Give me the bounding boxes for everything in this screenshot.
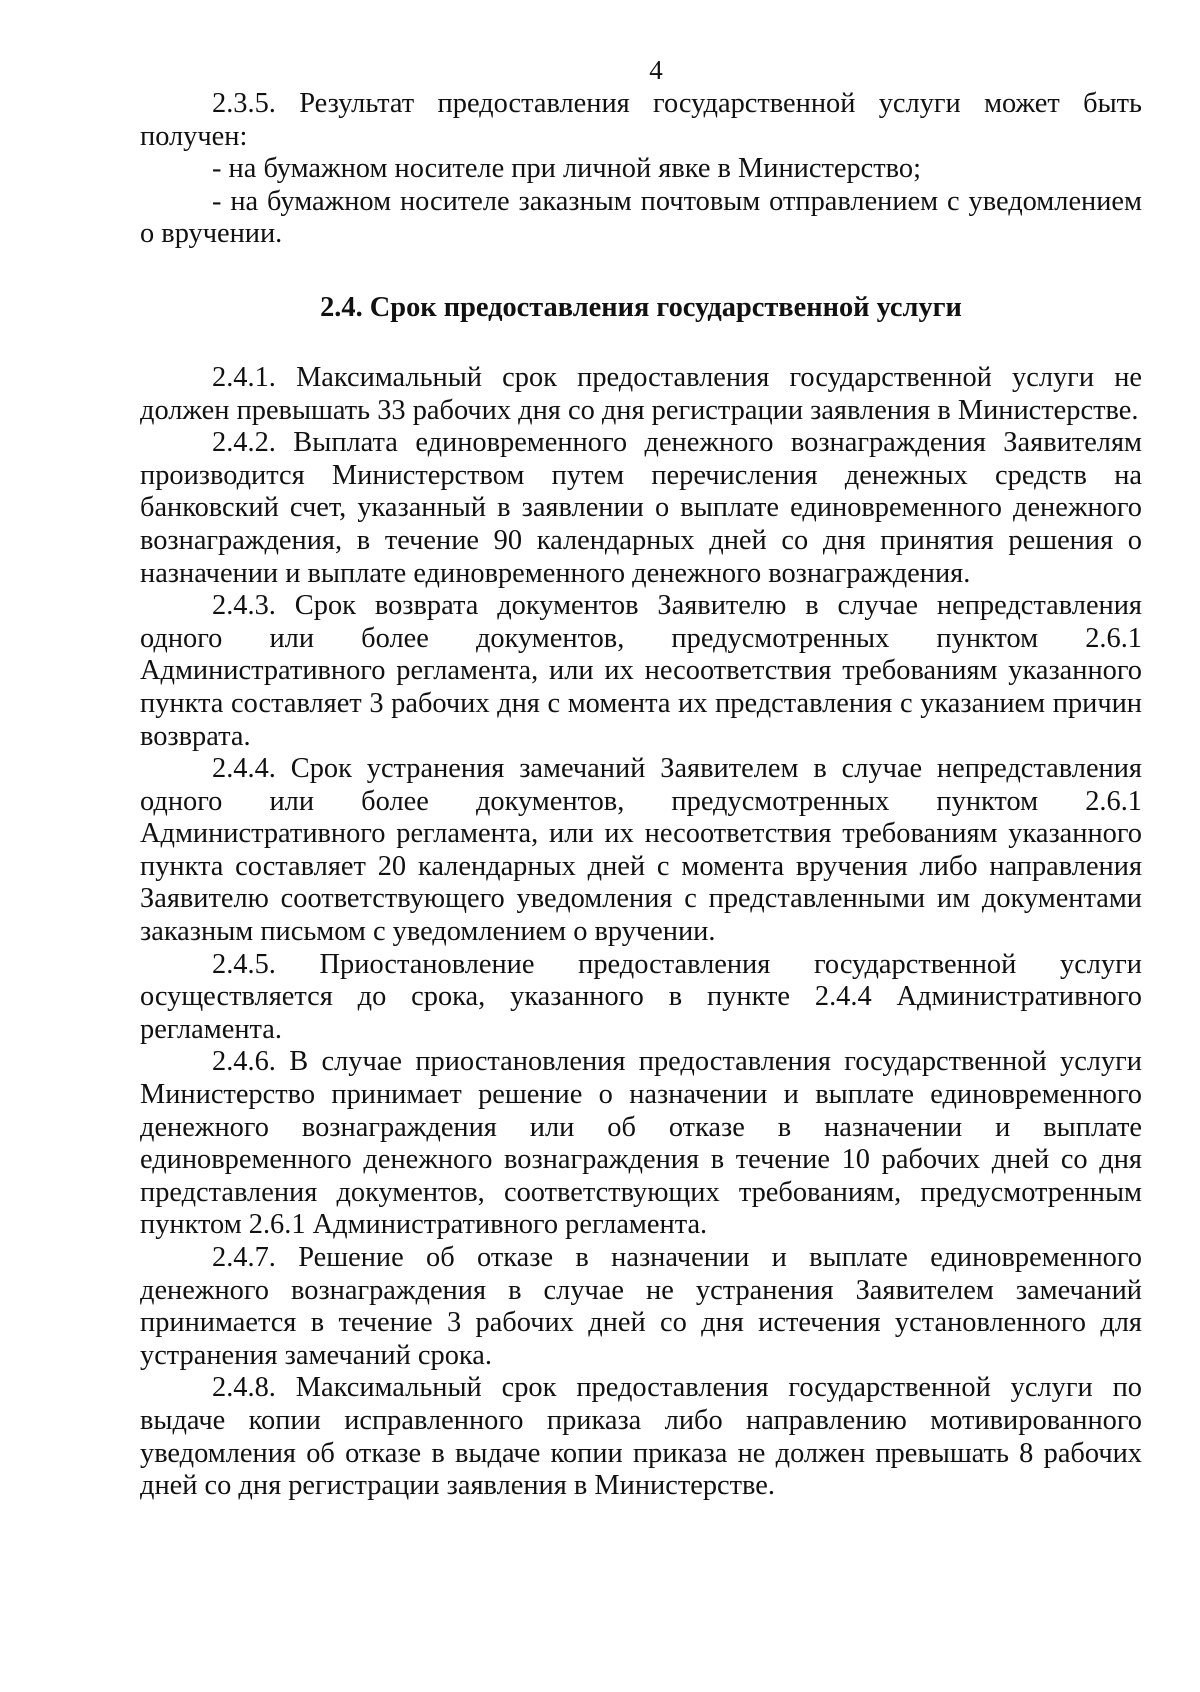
paragraph-2-4-8: 2.4.8. Максимальный срок предоставления государственной услуги по выдаче копии исправленного приказа либо направлению мотивированного уведомления об отказе в выдаче копии приказа не должен превышать 8 рабочих дней со дня регистрации заявления в Министерстве. (140, 1372, 1142, 1502)
paragraph-2-4-5: 2.4.5. Приостановление предоставления государственной услуги осуществляется до срока, указанного в пункте 2.4.4 Административного регламента. (140, 948, 1142, 1045)
page-number: 4 (649, 55, 663, 85)
paragraph-2-3-5: 2.3.5. Результат предоставления государственной услуги может быть получен: (140, 88, 1142, 152)
paragraph-2-4-2: 2.4.2. Выплата единовременного денежного вознаграждения Заявителям производится Министерством путем перечисления денежных средств на банковский счет, указанный в заявлении о выплате единовременного денежного вознаграждения, в течение 90 календарных дней со дня принятия решения о назначении и выплате единовременного денежного вознаграждения. (140, 427, 1142, 589)
list-item-paper-mail: - на бумажном носителе заказным почтовым отправлением с уведомлением о вручении. (140, 185, 1142, 250)
section-title: 2.4. Срок предоставления государственной услуги (320, 291, 962, 323)
list-item-paper-personal: - на бумажном носителе при личной явке в Министерство; (212, 153, 921, 185)
paragraph-2-4-7: 2.4.7. Решение об отказе в назначении и выплате единовременного денежного вознаграждения в случае не устранения Заявителем замечаний принимается в течение 3 рабочих дней со дня истечения установленного для устранения замечаний срока. (140, 1242, 1142, 1371)
paragraph-2-4-6: 2.4.6. В случае приостановления предоставления государственной услуги Министерство принимает решение о назначении и выплате единовременного денежного вознаграждения или об отказе в назначении и выплате единовременного денежного вознаграждения в течение 10 рабочих дней со дня представления документов, соответствующих требованиям, предусмотренным пунктом 2.6.1 Административного регламента. (140, 1046, 1142, 1241)
paragraph-2-4-3: 2.4.3. Срок возврата документов Заявителю в случае непредставления одного или более документов, предусмотренных пунктом 2.6.1 Административного регламента, или их несоответствия требованиям указанного пункта составляет 3 рабочих дня с момента их представления с указанием причин возврата. (140, 590, 1142, 752)
paragraph-2-4-4: 2.4.4. Срок устранения замечаний Заявителем в случае непредставления одного или более документов, предусмотренных пунктом 2.6.1 Административного регламента, или их несоответствия требованиям указанного пункта составляет 20 календарных дней с момента вручения либо направления Заявителю соответствующего уведомления с представленными им документами заказным письмом с уведомлением о вручении. (140, 753, 1142, 948)
document-page (140, 52, 1142, 1503)
paragraph-2-4-1: 2.4.1. Максимальный срок предоставления государственной услуги не должен превышать 33 рабочих дня со дня регистрации заявления в Министерстве. (140, 361, 1142, 426)
